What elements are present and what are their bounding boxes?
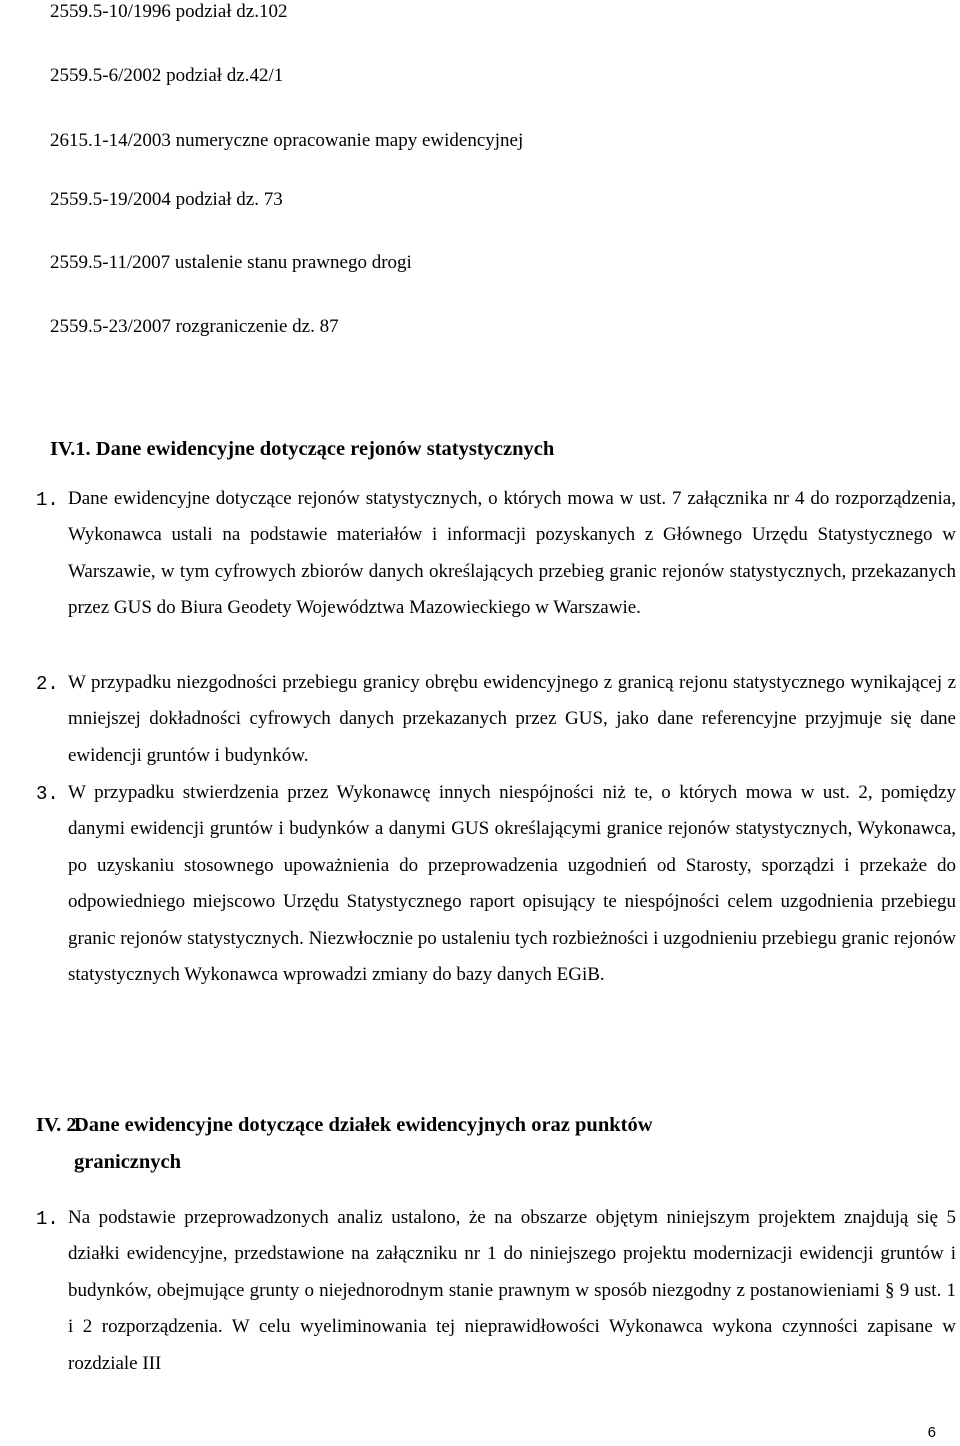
reference-entry: 2559.5-10/1996 podział dz.102 (50, 1, 288, 22)
reference-entry: 2559.5-19/2004 podział dz. 73 (50, 189, 283, 210)
list-item-number: 3. (36, 783, 59, 805)
section-heading-number: IV. 2. (36, 1114, 82, 1136)
page-number: 6 (927, 1424, 936, 1441)
list-item-text: Dane ewidencyjne dotyczące rejonów statystycznych, o których mowa w ust. 7 załącznika nr 4 do rozporządzenia, Wykonawca ustali na podstawie materiałów i informacji pozyskanych z Głównego Urzędu Statystycznego w Warszawie, w tym cyfrowych zbiorów danych określających przebieg granic rejonów statystycznych, przekazanych przez GUS do Biura Geodety Województwa Mazowieckiego w Warszawie. (68, 488, 956, 619)
list-item-number: 2. (36, 673, 59, 695)
section-heading: IV.1. Dane ewidencyjne dotyczące rejonów statystycznych (50, 438, 555, 460)
reference-entry: 2559.5-23/2007 rozgraniczenie dz. 87 (50, 316, 339, 337)
section-heading-continued: granicznych (74, 1151, 182, 1173)
list-item-number: 1. (36, 489, 59, 511)
list-item-text: W przypadku niezgodności przebiegu granicy obrębu ewidencyjnego z granicą rejonu statystycznego wynikającej z mniejszej dokładności cyfrowych danych przekazanych przez GUS, jako dane referencyjne przyjmuje się dane ewidencji gruntów i budynków. (68, 672, 956, 766)
reference-entry: 2615.1-14/2003 numeryczne opracowanie mapy ewidencyjnej (50, 130, 524, 151)
reference-entry: 2559.5-6/2002 podział dz.42/1 (50, 65, 284, 86)
list-item-text: W przypadku stwierdzenia przez Wykonawcę innych niespójności niż te, o których mowa w ust. 2, pomiędzy danymi ewidencji gruntów i budynków a danymi GUS określającymi granice rejonów statystycznych, Wykonawca, po uzyskaniu stosownego upoważnienia do przeprowadzenia uzgodnień od Starosty, sporządzi i przekaże do odpowiedniego miejscowo Urzędu Statystycznego raport opisujący te niespójności celem uzgodnienia przebiegu granic rejonów statystycznych. Niezwłocznie po ustaleniu tych rozbieżności i uzgodnieniu przebiegu granic rejonów statystycznych Wykonawca wprowadzi zmiany do bazy danych EGiB. (68, 782, 956, 986)
section-heading: Dane ewidencyjne dotyczące działek ewidencyjnych oraz punktów (74, 1114, 653, 1136)
reference-entry: 2559.5-11/2007 ustalenie stanu prawnego drogi (50, 252, 412, 273)
list-item-number: 1. (36, 1208, 59, 1230)
list-item-text: Na podstawie przeprowadzonych analiz ustalono, że na obszarze objętym niniejszym projektem znajdują się 5 działki ewidencyjne, przedstawione na załączniku nr 1 do niniejszego projektu modernizacji ewidencji gruntów i budynków, obejmujące grunty o niejednorodnym stanie prawnym w sposób niezgodny z postanowieniami § 9 ust. 1 i 2 rozporządzenia. W celu wyeliminowania tej nieprawidłowości Wykonawca wykona czynności zapisane w rozdziale III (68, 1207, 956, 1374)
